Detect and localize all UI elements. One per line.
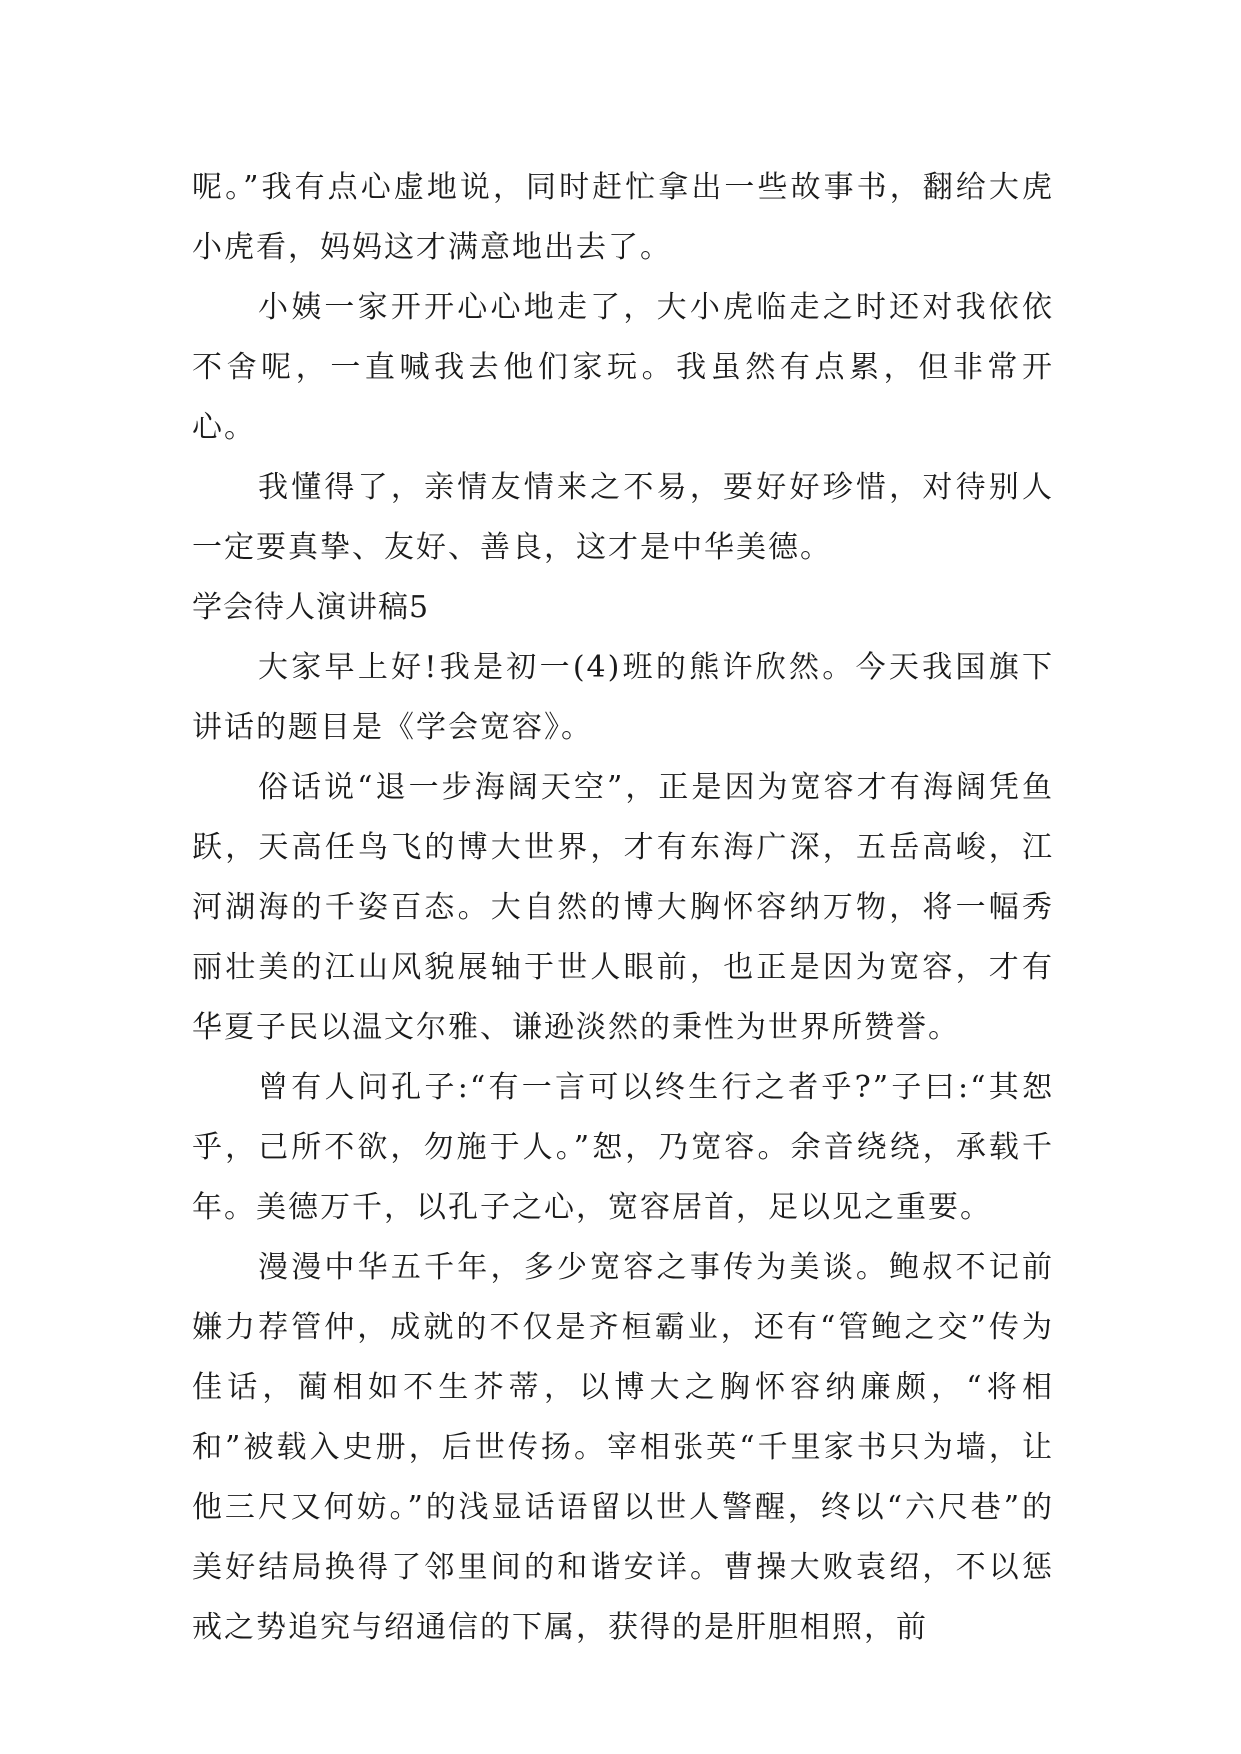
speech-paragraph: 漫漫中华五千年，多少宽容之事传为美谈。鲍叔不记前嫌力荐管仲，成就的不仅是齐桓霸业，还有“管鲍之交”传为佳话，蔺相如不生芥蒂，以博大之胸怀容纳廉颇，“将相和”被载入史册，后世传扬。宰相张英“千里家书只为墙，让他三尺又何妨。”的浅显话语留以世人警醒，终以“六尺巷”的美好结局换得了邻里间的和谐安详。曹操大败袁绍，不以惩戒之势追究与绍通信的下属，获得的是肝胆相照，前 <box>192 1250 1054 1645</box>
paragraph: 我懂得了，亲情友情来之不易，要好好珍惜，对待别人一定要真挚、友好、善良，这才是中华美德。 <box>192 470 1054 565</box>
section-heading: 学会待人演讲稿5 <box>192 590 430 625</box>
document-body <box>192 158 1054 1658</box>
paragraph-continued: 呢。”我有点心虚地说，同时赶忙拿出一些故事书，翻给大虎小虎看，妈妈这才满意地出去了。 <box>192 170 1054 265</box>
paragraph: 小姨一家开开心心地走了，大小虎临走之时还对我依依不舍呢，一直喊我去他们家玩。我虽然有点累，但非常开心。 <box>192 290 1054 445</box>
speech-paragraph: 曾有人问孔子:“有一言可以终生行之者乎?”子曰:“其恕乎，己所不欲，勿施于人。”恕，乃宽容。余音绕绕，承载千年。美德万千，以孔子之心，宽容居首，足以见之重要。 <box>192 1070 1054 1225</box>
speech-paragraph: 俗话说“退一步海阔天空”，正是因为宽容才有海阔凭鱼跃，天高任鸟飞的博大世界，才有东海广深，五岳高峻，江河湖海的千姿百态。大自然的博大胸怀容纳万物，将一幅秀丽壮美的江山风貌展轴于世人眼前，也正是因为宽容，才有华夏子民以温文尔雅、谦逊淡然的秉性为世界所赞誉。 <box>192 770 1054 1045</box>
speech-paragraph: 大家早上好!我是初一(4)班的熊许欣然。今天我国旗下讲话的题目是《学会宽容》。 <box>192 650 1054 745</box>
